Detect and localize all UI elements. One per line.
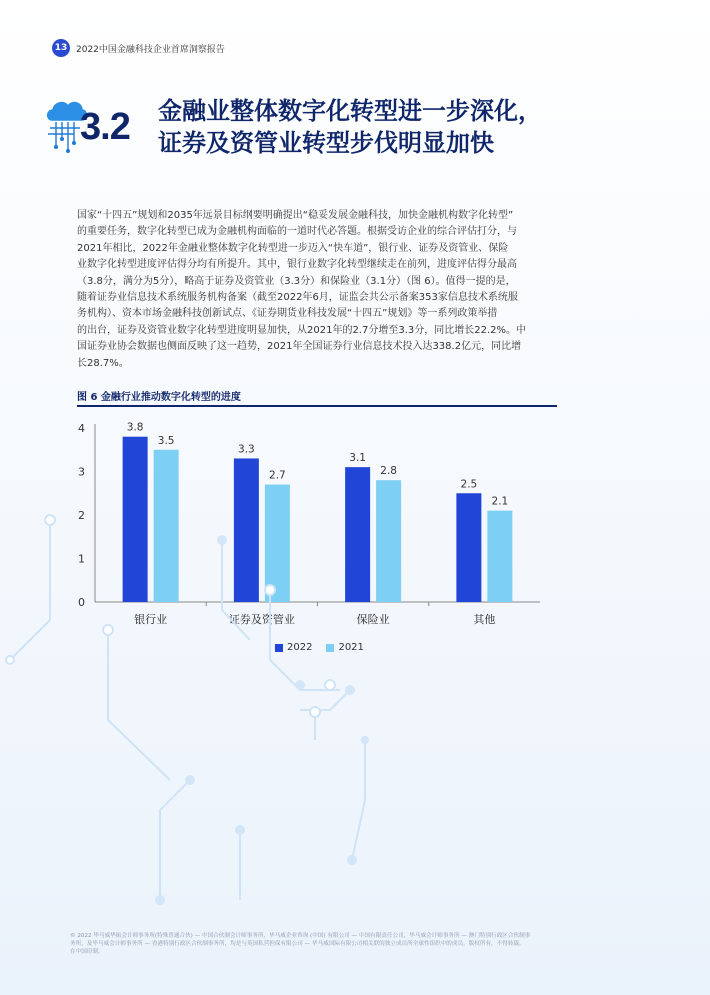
body-line: 随着证券业信息技术系统服务机构备案（截至2022年6月，证监会共公示备案353家信息技术系统服 [77, 292, 518, 304]
x-category-label: 其他 [473, 613, 496, 626]
legend-label: 2021 [338, 642, 364, 653]
x-category-label: 证券及资管业 [228, 613, 295, 626]
data-label: 2.7 [269, 469, 286, 482]
section-title-line: 金融业整体数字化转型进一步深化， [158, 97, 542, 125]
y-tick-label: 3 [78, 465, 85, 479]
body-line: 长28.7%。 [77, 357, 129, 369]
data-label: 2.1 [491, 495, 509, 508]
y-tick-label: 4 [78, 422, 85, 435]
page-header [52, 38, 225, 58]
data-label: 3.3 [238, 443, 255, 456]
y-tick-label: 0 [78, 596, 85, 609]
footer-line: 在中国印制。 [70, 949, 104, 955]
body-line: 的出台，证券及资管业数字化转型进度明显加快，从2021年的2.7分增至3.3分，同比增长22.2%。中 [77, 324, 527, 336]
data-label: 2.5 [460, 478, 478, 491]
x-category-label: 银行业 [134, 613, 168, 626]
body-line: 国家“十四五”规划和2035年远景目标纲要明确提出“稳妥发展金融科技，加快金融机构数字化转型” [77, 210, 514, 221]
section-number: 3.2 [80, 106, 130, 148]
copyright-footer [70, 932, 640, 956]
y-tick-label: 1 [78, 552, 85, 566]
report-title: 2022中国金融科技企业首席洞察报告 [76, 44, 225, 55]
body-line: 业数字化转型进度评估得分均有所提升。其中，银行业数字化转型继续走在前列，进度评估得分最高 [77, 259, 517, 271]
caption-divider [77, 405, 557, 407]
data-label: 2.8 [380, 465, 397, 478]
x-category-label: 保险业 [356, 613, 390, 626]
page-number-badge: 13 [52, 39, 70, 57]
section-title-line: 证券及资管业转型步伐明显加快 [158, 129, 494, 157]
body-line: （3.8分，满分为5分），略高于证券及资管业（3.3分）和保险业（3.1分）（图 6）。值得一提的是， [77, 275, 516, 287]
body-line: 国证券业协会数据也侧面反映了这一趋势，2021年全国证券行业信息技术投入达338.2亿元，同比增 [77, 341, 522, 353]
body-paragraph [77, 208, 567, 372]
body-line: 的重要任务，数字化转型已成为金融机构面临的一道时代必答题。根据受访企业的综合评估打分，与 [77, 226, 517, 238]
figure-caption: 图 6 金融行业推动数字化转型的进度 [77, 392, 241, 403]
footer-line: 务所，及毕马威会计师事务所 — 香港特别行政区合伙制事务所，均是与英国私营担保有限公司 — 毕马威国际有限公司相关联的独立成员所全球性组织中的成员。版权所有，不得转载。 [70, 941, 525, 947]
body-line: 2021年相比，2022年金融业整体数字化转型进一步迈入“快车道”，银行业、证券及资管业、保险 [77, 242, 509, 254]
data-label: 3.5 [157, 434, 175, 447]
section-title [158, 95, 542, 159]
legend-label: 2022 [287, 642, 313, 653]
data-label: 3.1 [349, 452, 366, 465]
y-tick-label: 2 [78, 509, 85, 522]
footer-line: © 2022 毕马威华振会计师事务所(特殊普通合伙) — 中国合伙制会计师事务所，毕马威企业咨询 (中国) 有限公司 — 中国有限责任公司，毕马威会计师事务所 — 澳门特别行政区合伙制事 [70, 933, 531, 939]
body-line: 务机构）、资本市场金融科技创新试点、《证券期货业科技发展“十四五”规划》等一系列政策举措 [77, 308, 498, 320]
decorative-network-graphic [0, 480, 710, 920]
data-label: 3.8 [126, 421, 144, 434]
